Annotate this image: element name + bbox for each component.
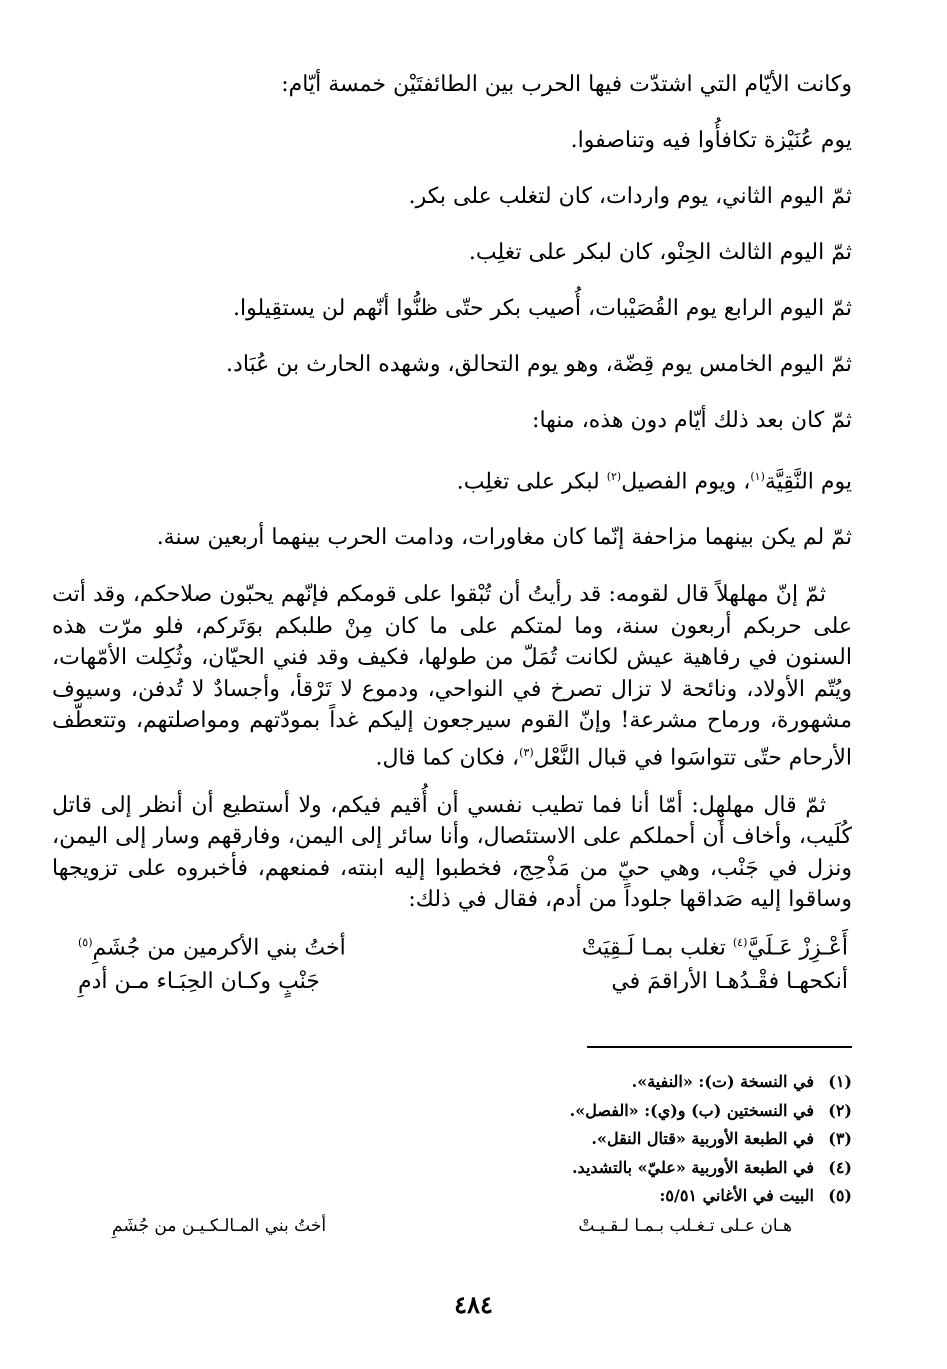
poem-verse bbox=[78, 926, 848, 965]
footnote-ref[interactable]: (٢) bbox=[606, 470, 622, 483]
footnote-item bbox=[92, 1068, 852, 1097]
text-line: ثمّ لم يكن بينهما مزاحفة إنّما كان مغاورات، ودامت الحرب بينهما أربعين سنة. bbox=[156, 525, 852, 551]
text-span: ثمّ إنّ مهلهلاً قال لقومه: قد رأيتُ أن تُبْقوا على قومكم فإنّهم يحبّون صلاحكم، وقد أتت على حربكم أربعون سنة، وما لمتكم على ما كان مِنْ طلبكم بوَتَركم، فلو مرّت هذه السنون في رفاهية عيش لكانت تُمَلّ من طولها، فكيف وقد فني الحيّان، وثُكِلت الأمّهات، ويُتّم الأولاد، ونائحة لا تزال تصرخ في النواحي، ودموع لا تَرْقأ، وأجسادٌ لا تُدفن، وسيوف مشهورة، ورماح مشرعة! وإنّ القوم سيرجعون إليكم غداً بمودّتهم ومواصلتهم، وتتعطّف الأرحام حتّى تتواسَوا في قبال النَّعْل bbox=[52, 582, 853, 771]
footnote-number: (٥) bbox=[828, 1186, 852, 1205]
footnote-text: البيت في الأغاني ٥/٥١: bbox=[659, 1186, 814, 1205]
text-line: ثمّ اليوم الخامس يوم قِضّة، وهو يوم التحالق، وشهده الحارث بن عُبَاد. bbox=[226, 352, 852, 377]
text-line: وكانت الأيّام التي اشتدّت فيها الحرب بين الطائفتَيْن خمسة أيّام: bbox=[281, 72, 852, 97]
footnote-item bbox=[92, 1125, 852, 1154]
footnote-ref[interactable]: (٤) bbox=[732, 935, 748, 949]
footnote-ref[interactable]: (٥) bbox=[78, 935, 93, 949]
footnote-number: (١) bbox=[828, 1072, 852, 1091]
footnote-verse bbox=[112, 1211, 792, 1241]
verse-second-hemistich: أختُ بني المـالـكـيـن من جُشَمِ bbox=[112, 1215, 327, 1236]
footnote-text: في الطبعة الأوربية «قتال النقل». bbox=[591, 1129, 814, 1148]
footnote-text: في الطبعة الأوربية «عليّ» بالتشديد. bbox=[571, 1157, 814, 1177]
footnote-text: في النسختين (ب) و(ي): «الفصل». bbox=[569, 1100, 814, 1120]
footnote-text: في النسخة (ت): «النفية». bbox=[631, 1072, 814, 1091]
paragraph-muhalhil-speech bbox=[52, 579, 852, 773]
verse-first-hemistich bbox=[582, 926, 848, 965]
text-span: يوم النَّقِيَّة bbox=[764, 469, 852, 495]
text-line: ثمّ كان بعد ذلك أيّام دون هذه، منها: bbox=[532, 408, 852, 433]
text-span: لبكر على تغلِب. bbox=[456, 469, 607, 495]
text-line: يوم عُنَيْزة تكافأُوا فيه وتناصفوا. bbox=[570, 128, 852, 153]
footnote-item bbox=[92, 1154, 852, 1183]
page-body bbox=[52, 70, 852, 999]
text-span: جَنْبٍ وكـان الحِبَـاء مـن أدمِ bbox=[78, 968, 320, 994]
text-span: أَعْـزِزْ عَـلَيَّ bbox=[747, 934, 848, 960]
text-span: أنكحهـا فقْـدُهـا الأراقمَ في bbox=[611, 968, 848, 994]
poem-verse bbox=[78, 965, 848, 999]
verse-first-hemistich: هـان عـلى تـغـلب بـمـا لـقـيـتْ bbox=[578, 1215, 792, 1236]
text-span: أختُ بني الأكرمين من جُشَمِ bbox=[92, 934, 346, 960]
footnotes bbox=[92, 1068, 852, 1241]
text-line: ثمّ اليوم الثاني، يوم واردات، كان لتغلب على بكر. bbox=[408, 184, 852, 209]
footnote-ref[interactable]: (٣) bbox=[519, 745, 534, 759]
text-span: ، ويوم الفصيل bbox=[621, 469, 751, 495]
text-line: ثمّ اليوم الثالث الحِنْو، كان لبكر على تغلِب. bbox=[468, 240, 852, 265]
text-line-naqiyya bbox=[52, 462, 852, 497]
footnote-ref[interactable]: (١) bbox=[750, 470, 765, 483]
text-span: ، فكان كما قال. bbox=[375, 745, 520, 771]
footnote-item bbox=[92, 1097, 852, 1126]
footnote-number: (٤) bbox=[828, 1157, 852, 1177]
page-number: ٤٨٤ bbox=[454, 1290, 493, 1319]
footnote-number: (٣) bbox=[828, 1129, 852, 1148]
verse-second-hemistich bbox=[78, 965, 320, 999]
paragraph-muhalhil-departure: ثمّ قال مهلهِل: أمّا أنا فما تطيب نفسي أن أُقيم فيكم، ولا أستطيع أن أنظر إلى قاتل كُلَيب، وأخاف أن أحملكم على الاستئصال، وأنا سائر إلى اليمن، وفارقهم وسار إلى اليمن، ونزل في جَنْب، وهي حيّ من مَذْحِج، فخطبوا إليه ابنته، فمنعهم، فأخبروه على تزويجها وساقوا إليه صَداقها جلوداً من أدم، فقال في ذلك: bbox=[52, 792, 852, 913]
verse-second-hemistich bbox=[78, 926, 346, 965]
footnote-item bbox=[92, 1182, 852, 1211]
text-span: تغلب بمـا لَـقِيَتْ bbox=[581, 934, 733, 960]
footnote-number: (٢) bbox=[828, 1100, 852, 1120]
verse-first-hemistich bbox=[611, 965, 848, 999]
text-line: ثمّ اليوم الرابع يوم القُصَيْبات، أُصيب بكر حتّى ظنُّوا أنّهم لن يستقِيلوا. bbox=[233, 296, 852, 321]
footnote-divider bbox=[587, 1046, 852, 1048]
poem bbox=[52, 926, 852, 999]
